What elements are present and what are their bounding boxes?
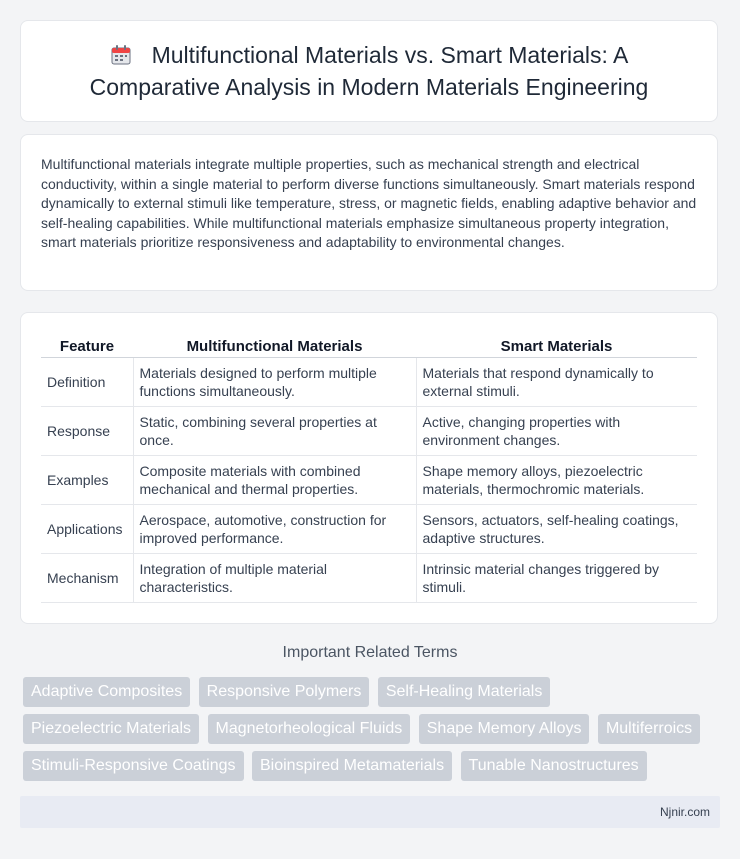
table-cell-multifunctional: Static, combining several properties at once. bbox=[133, 407, 416, 456]
table-cell-multifunctional: Materials designed to perform multiple functions simultaneously. bbox=[133, 358, 416, 407]
term-tag[interactable]: Magnetorheological Fluids bbox=[208, 714, 411, 744]
header-multifunctional: Multifunctional Materials bbox=[133, 333, 416, 358]
table-cell-feature: Examples bbox=[41, 456, 133, 505]
term-tag[interactable]: Piezoelectric Materials bbox=[23, 714, 199, 744]
term-tag[interactable]: Shape Memory Alloys bbox=[419, 714, 590, 744]
term-tag[interactable]: Adaptive Composites bbox=[23, 677, 190, 707]
table-row bbox=[41, 407, 697, 456]
intro-card bbox=[20, 134, 718, 291]
table-row bbox=[41, 456, 697, 505]
related-terms-heading: Important Related Terms bbox=[282, 644, 458, 661]
term-tag[interactable]: Bioinspired Metamaterials bbox=[252, 751, 452, 781]
calendar-icon bbox=[110, 44, 132, 73]
table-cell-smart: Materials that respond dynamically to external stimuli. bbox=[416, 358, 697, 407]
table-cell-smart: Sensors, actuators, self-healing coatings, adaptive structures. bbox=[416, 505, 697, 554]
table-cell-feature: Applications bbox=[41, 505, 133, 554]
term-tag[interactable]: Stimuli-Responsive Coatings bbox=[23, 751, 244, 781]
comparison-table bbox=[41, 333, 697, 603]
table-cell-multifunctional: Aerospace, automotive, construction for improved performance. bbox=[133, 505, 416, 554]
table-cell-smart: Shape memory alloys, piezoelectric materials, thermochromic materials. bbox=[416, 456, 697, 505]
comparison-card bbox=[20, 312, 718, 624]
page-title bbox=[49, 41, 689, 102]
intro-paragraph: Multifunctional materials integrate multiple properties, such as mechanical strength and electrical conductivity, within a single material to perform diverse functions simultaneously. Smart materials respond dynamically to external stimuli like temperature, stress, or magnetic fields, enabling adaptive behavior and self-healing capabilities. While multifunctional materials emphasize simultaneous property integration, smart materials prioritize responsiveness and adaptability to environmental changes. bbox=[41, 156, 697, 251]
footer bbox=[20, 796, 720, 828]
term-tag[interactable]: Tunable Nanostructures bbox=[461, 751, 647, 781]
related-terms-list bbox=[23, 677, 723, 788]
table-cell-smart: Active, changing properties with environment changes. bbox=[416, 407, 697, 456]
title-card bbox=[20, 20, 718, 122]
table-row bbox=[41, 505, 697, 554]
table-cell-multifunctional: Composite materials with combined mechanical and thermal properties. bbox=[133, 456, 416, 505]
table-cell-smart: Intrinsic material changes triggered by stimuli. bbox=[416, 554, 697, 603]
table-row bbox=[41, 554, 697, 603]
header-feature: Feature bbox=[41, 333, 133, 358]
page-title-text: Multifunctional Materials vs. Smart Materials: A Comparative Analysis in Modern Materials Engineering bbox=[89, 41, 649, 100]
table-header-row bbox=[41, 333, 697, 358]
header-smart: Smart Materials bbox=[416, 333, 697, 358]
table-row bbox=[41, 358, 697, 407]
table-cell-feature: Response bbox=[41, 407, 133, 456]
term-tag[interactable]: Multiferroics bbox=[598, 714, 700, 744]
footer-site-link[interactable]: Njnir.com bbox=[659, 805, 710, 819]
term-tag[interactable]: Self-Healing Materials bbox=[378, 677, 551, 707]
term-tag[interactable]: Responsive Polymers bbox=[199, 677, 370, 707]
table-cell-multifunctional: Integration of multiple material characteristics. bbox=[133, 554, 416, 603]
table-cell-feature: Definition bbox=[41, 358, 133, 407]
table-cell-feature: Mechanism bbox=[41, 554, 133, 603]
